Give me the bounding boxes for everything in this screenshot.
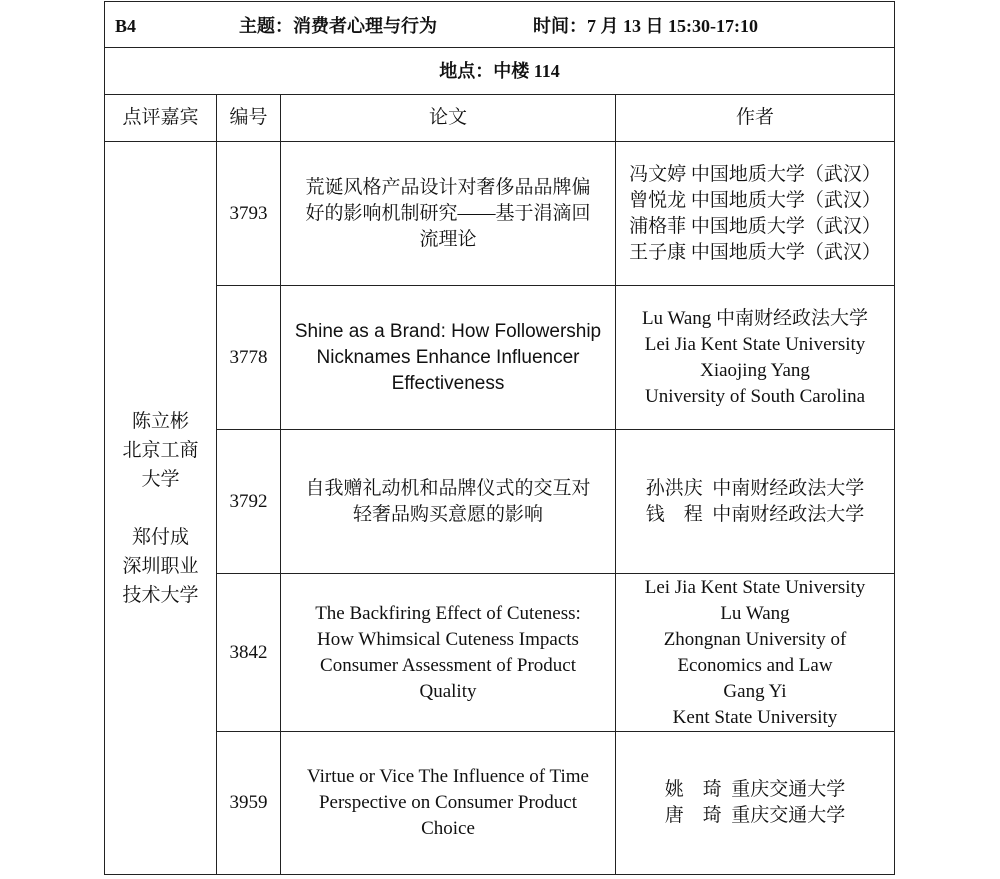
paper-title-line: Perspective on Consumer Product (318, 792, 578, 813)
paper-authors (616, 286, 895, 430)
author-line: Zhongnan University of (663, 628, 847, 650)
paper-title (281, 142, 616, 286)
paper-number: 3959 (217, 732, 281, 875)
author-line: 孙洪庆 中南财经政法大学 (645, 477, 865, 499)
paper-title-line: 荒诞风格产品设计对奢侈品品牌偏 (305, 176, 591, 198)
paper-title (281, 286, 616, 430)
paper-number: 3778 (217, 286, 281, 430)
author-line: 王子康 中国地质大学（武汉） (629, 241, 881, 263)
session-time: 时间：7 月 13 日 15:30-17:10 (533, 16, 758, 36)
author-line: 钱 程 中南财经政法大学 (645, 503, 865, 525)
reviewer-line: 北京工商 (122, 439, 199, 461)
paper-title-line: How Whimsical Cuteness Impacts (317, 628, 579, 650)
paper-authors (616, 142, 895, 286)
author-line: Lu Wang (720, 602, 790, 624)
paper-title-line: Consumer Assessment of Product (320, 654, 576, 676)
paper-title-line: Nicknames Enhance Influencer (316, 346, 580, 368)
author-line: Lu Wang 中南财经政法大学 (641, 307, 869, 329)
paper-title-line: 好的影响机制研究——基于涓滴回 (305, 202, 591, 224)
column-header-paper: 论文 (281, 95, 616, 142)
author-line: 曾悦龙 中国地质大学（武汉） (629, 189, 881, 211)
reviewer-cell (105, 142, 217, 875)
paper-title-line: Virtue or Vice The Influence of Time (307, 766, 589, 787)
paper-title (281, 574, 616, 732)
paper-number: 3792 (217, 430, 281, 574)
table-row (105, 732, 895, 875)
author-line: Lei Jia Kent State University (644, 333, 866, 355)
column-header-number: 编号 (217, 95, 281, 142)
author-line: Lei Jia Kent State University (644, 576, 866, 598)
session-code: B4 (115, 16, 137, 36)
paper-title-line: 自我赠礼动机和品牌仪式的交互对 (305, 477, 591, 499)
reviewer-line: 深圳职业 (122, 555, 199, 577)
session-location: 地点：中楼 114 (105, 48, 895, 95)
paper-title (281, 430, 616, 574)
location-row (105, 48, 895, 95)
paper-title-line: Quality (419, 680, 477, 702)
table-row (105, 574, 895, 732)
author-line: Gang Yi (723, 680, 787, 702)
paper-authors (616, 574, 895, 732)
table-row (105, 142, 895, 286)
schedule-table (104, 1, 895, 875)
author-line: University of South Carolina (644, 385, 866, 407)
column-header-authors: 作者 (616, 95, 895, 142)
paper-title (281, 732, 616, 875)
author-line: 浦格菲 中国地质大学（武汉） (629, 215, 881, 237)
table-row (105, 430, 895, 574)
session-header-row (105, 2, 895, 48)
author-line: Kent State University (672, 706, 838, 728)
author-line: Economics and Law (677, 654, 833, 676)
paper-number: 3793 (217, 142, 281, 286)
paper-number: 3842 (217, 574, 281, 732)
author-line: Xiaojing Yang (700, 359, 810, 381)
paper-title-line: The Backfiring Effect of Cuteness: (315, 602, 581, 624)
paper-title-line: Shine as a Brand: How Followership (294, 320, 602, 342)
session-header (105, 2, 895, 48)
paper-title-line: Choice (421, 818, 475, 839)
paper-authors (616, 732, 895, 875)
author-line: 唐 琦 重庆交通大学 (664, 805, 846, 826)
reviewer-line: 大学 (141, 468, 180, 490)
paper-title-line: Effectiveness (391, 372, 505, 394)
session-theme: 主题：消费者心理与行为 (239, 16, 437, 36)
reviewer-line: 技术大学 (122, 584, 199, 606)
reviewer-line: 郑付成 (131, 526, 189, 548)
reviewer-line: 陈立彬 (131, 410, 189, 432)
author-line: 冯文婷 中国地质大学（武汉） (629, 163, 881, 185)
paper-title-line: 轻奢品购买意愿的影响 (352, 503, 543, 525)
column-header-row (105, 95, 895, 142)
column-header-reviewer: 点评嘉宾 (105, 95, 217, 142)
paper-title-line: 流理论 (419, 228, 477, 250)
paper-authors (616, 430, 895, 574)
author-line: 姚 琦 重庆交通大学 (664, 779, 846, 800)
table-row (105, 286, 895, 430)
